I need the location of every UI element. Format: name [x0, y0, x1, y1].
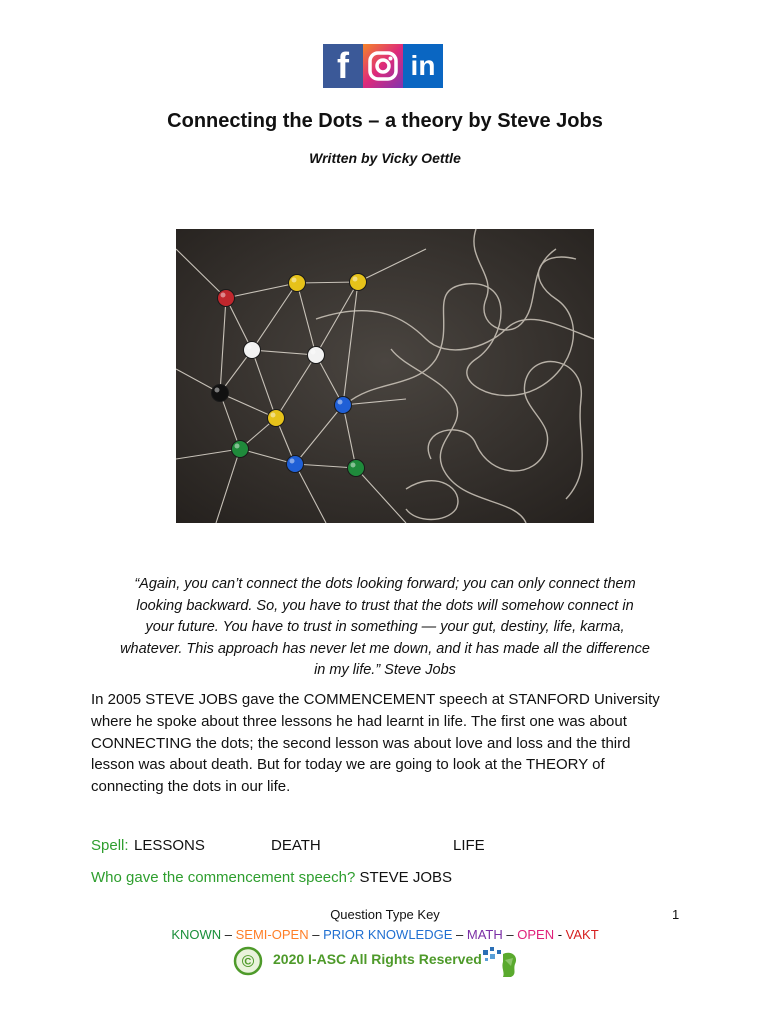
question-prompt: Who gave the commencement speech?: [91, 869, 356, 886]
legend-semi-open: SEMI-OPEN: [235, 927, 309, 942]
spell-label: Spell:: [91, 837, 129, 854]
legend-separator: –: [456, 927, 464, 942]
copyright-icon: [233, 946, 263, 976]
spell-word: LESSONS: [134, 837, 205, 854]
quote-line: in my life.” Steve Jobs: [314, 662, 456, 679]
spell-word: LIFE: [453, 837, 485, 854]
legend-separator: –: [312, 927, 320, 942]
spell-word: DEATH: [271, 837, 321, 854]
copyright-letter: ©: [241, 952, 255, 971]
pins-and-strings-photo: [176, 229, 594, 523]
copyright-text: 2020 I-ASC All Rights Reserved: [273, 951, 482, 967]
paragraph-line: connecting the dots in our life.: [91, 778, 291, 796]
instagram-icon[interactable]: [363, 44, 403, 88]
page-number: 1: [672, 907, 680, 922]
question-answer: STEVE JOBS: [359, 869, 453, 886]
quote-line: whatever. This approach has never let me down, and it has made all the difference: [120, 640, 650, 657]
question: [91, 869, 452, 886]
question-type-key-title: Question Type Key: [330, 907, 440, 922]
legend-prior-knowledge: PRIOR KNOWLEDGE: [323, 927, 453, 942]
facebook-icon[interactable]: f: [323, 44, 363, 88]
paragraph-line: where he spoke about three lessons he had learnt in life. The first one was about: [91, 712, 627, 730]
legend-separator: -: [557, 927, 563, 942]
paragraph-line: In 2005 STEVE JOBS gave the COMMENCEMENT speech at STANFORD University: [91, 691, 660, 708]
asc-logo-icon: [481, 944, 521, 978]
author-byline: Written by Vicky Oettle: [309, 150, 461, 166]
legend-separator: –: [506, 927, 514, 942]
instagram-glyph: [367, 50, 399, 82]
legend-known: KNOWN: [171, 927, 222, 942]
paragraph-line: CONNECTING the dots; the second lesson was about love and loss and the third: [91, 734, 631, 752]
quote-line: your future. You have to trust in something — your gut, destiny, life, karma,: [145, 619, 625, 636]
social-logos: [323, 44, 445, 88]
quote-line: “Again, you can’t connect the dots looking forward; you can only connect them: [134, 576, 636, 592]
copyright-banner: [233, 944, 523, 978]
quote-line: looking backward. So, you have to trust that the dots will somehow connect in: [136, 597, 634, 614]
legend-vakt: VAKT: [565, 927, 599, 942]
steve-jobs-quote: [86, 574, 684, 682]
document-title: Connecting the Dots – a theory by Steve Jobs: [167, 110, 603, 132]
linkedin-icon[interactable]: in: [403, 44, 443, 88]
legend-open: OPEN: [517, 927, 555, 942]
paragraph-line: lesson was about death. But for today we are going to look at the THEORY of: [91, 756, 605, 774]
legend-separator: –: [224, 927, 233, 942]
legend-math: MATH: [466, 927, 503, 942]
body-paragraph: [91, 689, 681, 798]
question-type-legend: [0, 927, 770, 942]
